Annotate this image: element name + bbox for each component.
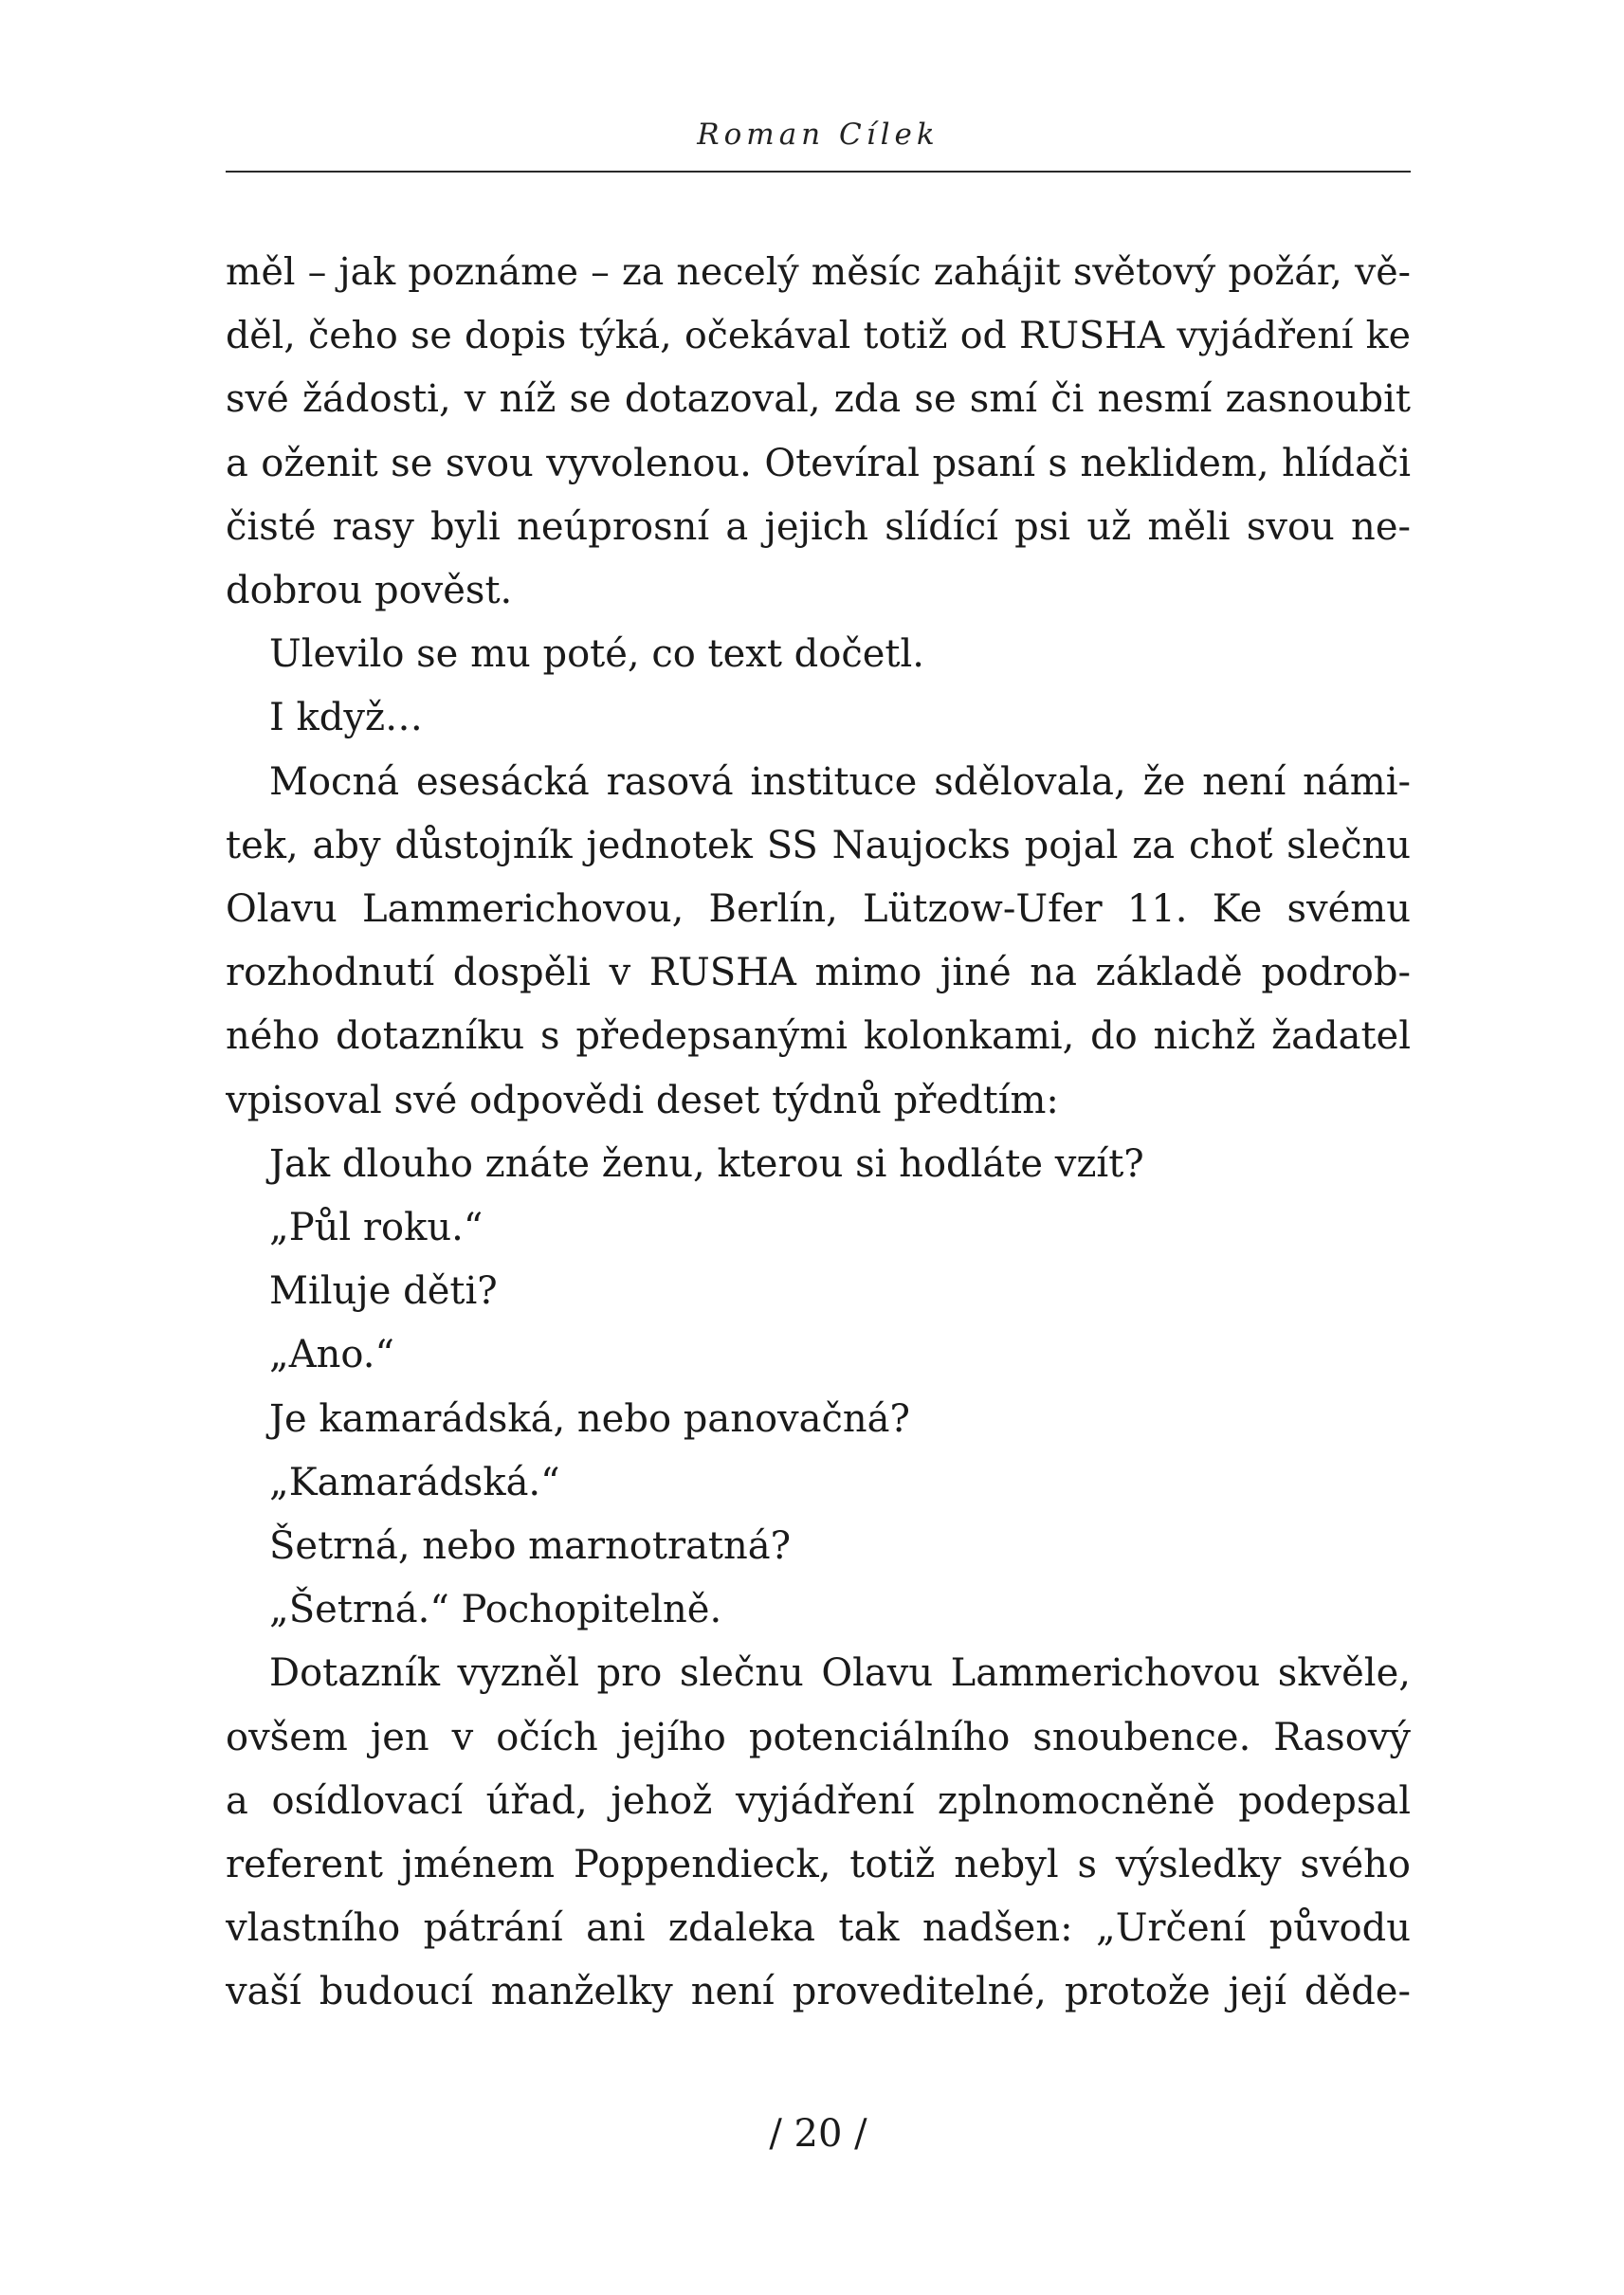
text-line: své žádosti, v níž se dotazoval, zda se smí či nesmí zasnoubit (226, 377, 1411, 422)
text-line: ného dotazníku s předepsanými kolonkami, do nichž žadatel (226, 1014, 1411, 1059)
text-line: Je kamarádská, nebo panovačná? (269, 1396, 910, 1441)
text-line: děl, čeho se dopis týká, očekával totiž od RUSHA vyjádření ke (226, 314, 1411, 358)
text-line: Mocná esesácká rasová instituce sdělovala, že není námi- (269, 759, 1411, 804)
text-line: Dotazník vyzněl pro slečnu Olavu Lammerichovou skvěle, (269, 1651, 1411, 1696)
text-line: ovšem jen v očích jejího potenciálního snoubence. Rasový (226, 1715, 1411, 1759)
book-page (226, 0, 1411, 2295)
text-line: vaší budoucí manželky není proveditelné, protože její děde- (226, 1970, 1411, 2014)
text-line: „Kamarádská.“ (269, 1460, 560, 1504)
text-line: referent jménem Poppendieck, totiž nebyl s výsledky svého (226, 1843, 1411, 1887)
text-line: Jak dlouho znáte ženu, kterou si hodláte vzít? (269, 1141, 1144, 1186)
page-number: / 20 / (769, 2112, 867, 2156)
text-line: „Šetrná.“ Pochopitelně. (269, 1588, 722, 1632)
text-line: tek, aby důstojník jednotek SS Naujocks pojal za choť slečnu (226, 823, 1411, 867)
text-line: vlastního pátrání ani zdaleka tak nadšen: „Určení původu (226, 1906, 1411, 1951)
text-line: vpisoval své odpovědi deset týdnů předtím: (226, 1078, 1059, 1122)
text-line: a osídlovací úřad, jehož vyjádření zplnomocněně podepsal (226, 1778, 1411, 1823)
body-text (226, 241, 1411, 2025)
text-line: „Ano.“ (269, 1333, 394, 1377)
text-line: dobrou pověst. (226, 569, 513, 613)
text-line: rozhodnutí dospěli v RUSHA mimo jiné na základě podrob- (226, 951, 1411, 995)
text-line: a oženit se svou vyvolenou. Otevíral psaní s neklidem, hlídači (226, 441, 1411, 485)
text-line: „Půl roku.“ (269, 1206, 484, 1250)
text-line: Ulevilo se mu poté, co text dočetl. (269, 632, 924, 677)
header-rule (226, 171, 1411, 173)
text-line: I když… (269, 696, 424, 740)
text-line: Miluje děti? (269, 1269, 498, 1314)
text-line: Olavu Lammerichovou, Berlín, Lützow-Ufer 11. Ke svému (226, 887, 1411, 932)
text-line: měl – jak poznáme – za necelý měsíc zahájit světový požár, vě- (226, 250, 1411, 294)
text-line: Šetrná, nebo marnotratná? (269, 1524, 792, 1569)
text-line: čisté rasy byli neúprosní a jejich slídící psi už měli svou ne- (226, 504, 1411, 549)
running-head-author: Roman Cílek (697, 118, 940, 152)
